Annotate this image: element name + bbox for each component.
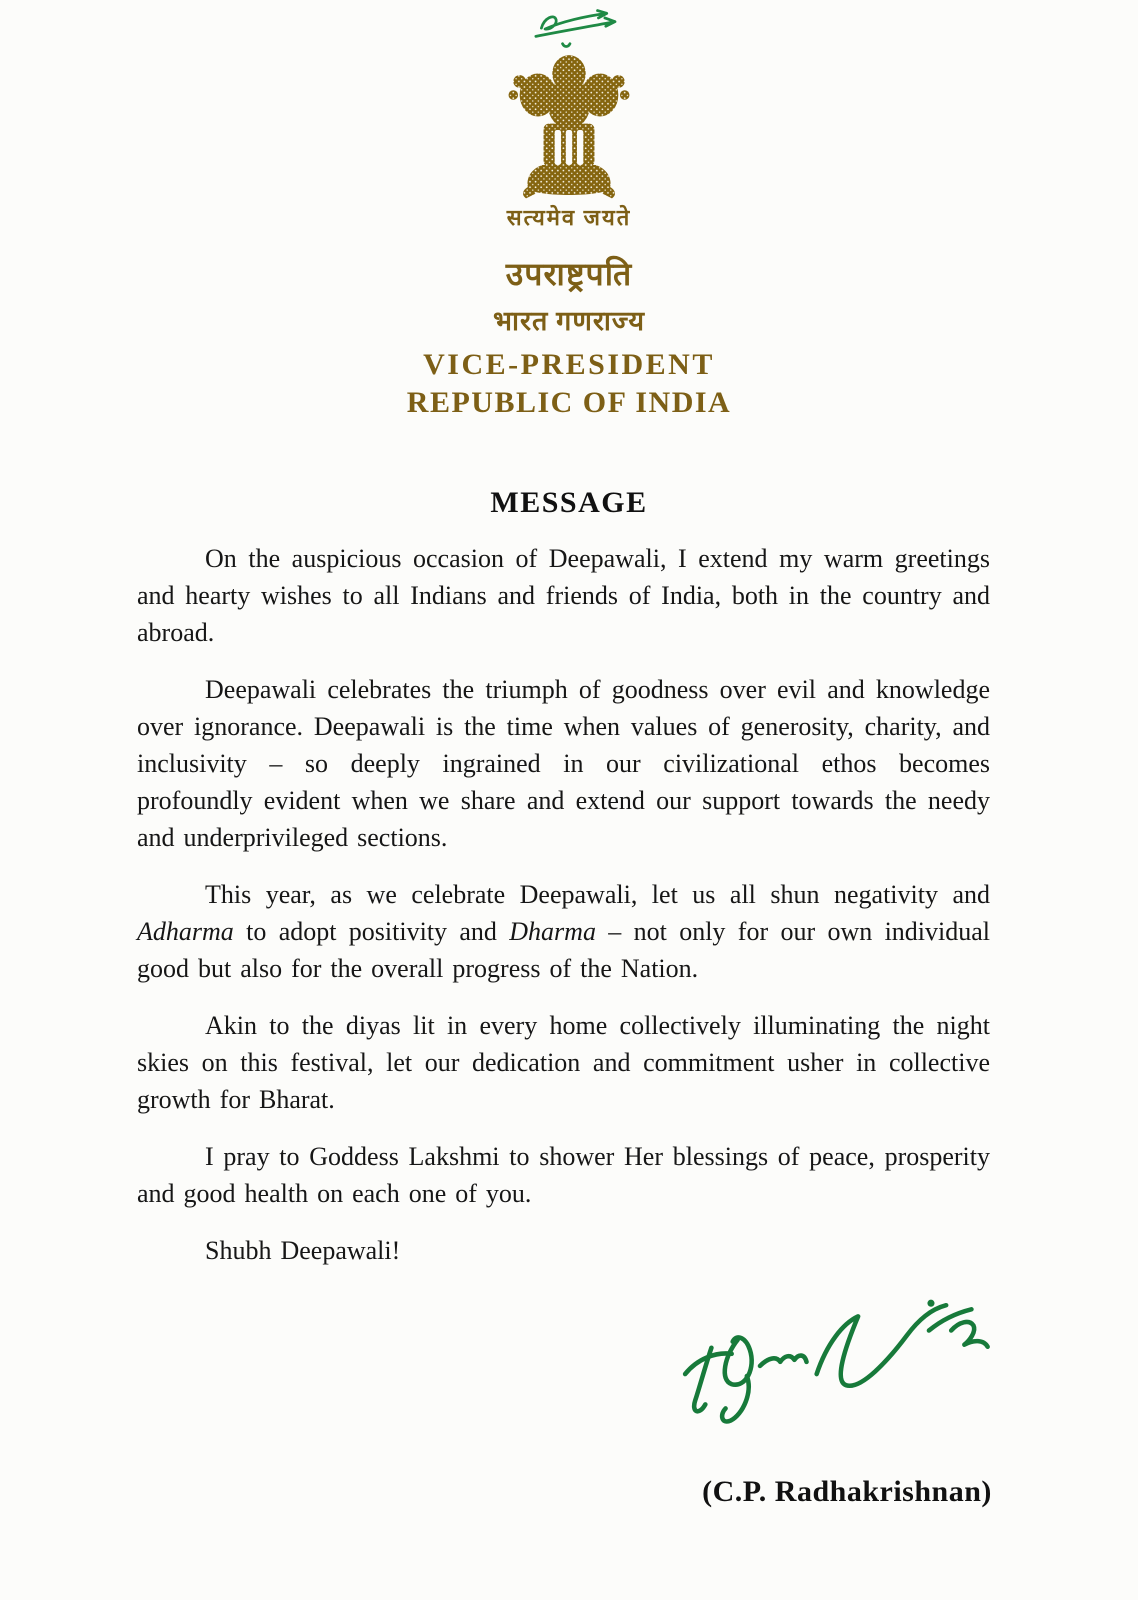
paragraph-prayer: I pray to Goddess Lakshmi to shower Her blessings of peace, prosperity and good health on each one of you. — [137, 1142, 990, 1208]
country-title-devanagari: भारत गणराज्य — [492, 306, 646, 336]
paragraph-dharma-text: This year, as we celebrate Deepawali, let us all shun negativity and — [205, 880, 990, 909]
office-title-devanagari: उपराष्ट्रपति — [505, 256, 633, 292]
paragraph-salutation: Shubh Deepawali! — [205, 1236, 401, 1265]
green-ink-scribble-icon — [509, 6, 629, 52]
letter-body — [137, 540, 990, 1269]
paragraph-dharma-text: to adopt positivity and — [233, 917, 510, 946]
signature-block — [652, 1295, 1042, 1509]
message-heading: MESSAGE — [490, 486, 648, 519]
word-dharma-italic: Dharma — [509, 917, 596, 946]
office-title-english: VICE-PRESIDENT — [423, 348, 715, 381]
paragraph-greeting: On the auspicious occasion of Deepawali, I extend my warm greetings and hearty wishes to all Indians and friends of India, both in the country and abroad. — [137, 544, 990, 647]
motto-satyameva-jayate: सत्यमेव जयते — [506, 205, 632, 230]
letterhead — [0, 6, 1138, 420]
country-title-english: REPUBLIC OF INDIA — [406, 386, 732, 419]
paragraph-dharma-text: – not only for our own individual good but also for the overall progress of the Nation. — [137, 917, 991, 983]
signatory-name: (C.P. Radhakrishnan) — [702, 1475, 992, 1508]
paragraph-values: Deepawali celebrates the triumph of goodness over evil and knowledge over ignorance. Deepawali is the time when values of generosity, charity, and inclusivity – so deeply ingrained in our civilizational ethos becomes profoundly evident when we share and extend our support towards the needy and underprivileged sections. — [137, 675, 990, 852]
state-emblem-icon — [485, 52, 653, 200]
signature-ink-icon — [675, 1295, 1019, 1447]
word-adharma-italic: Adharma — [137, 917, 234, 946]
paragraph-dharma — [137, 876, 990, 987]
paragraph-diyas: Akin to the diyas lit in every home collectively illuminating the night skies on this festival, let our dedication and commitment usher in collective growth for Bharat. — [137, 1011, 990, 1114]
